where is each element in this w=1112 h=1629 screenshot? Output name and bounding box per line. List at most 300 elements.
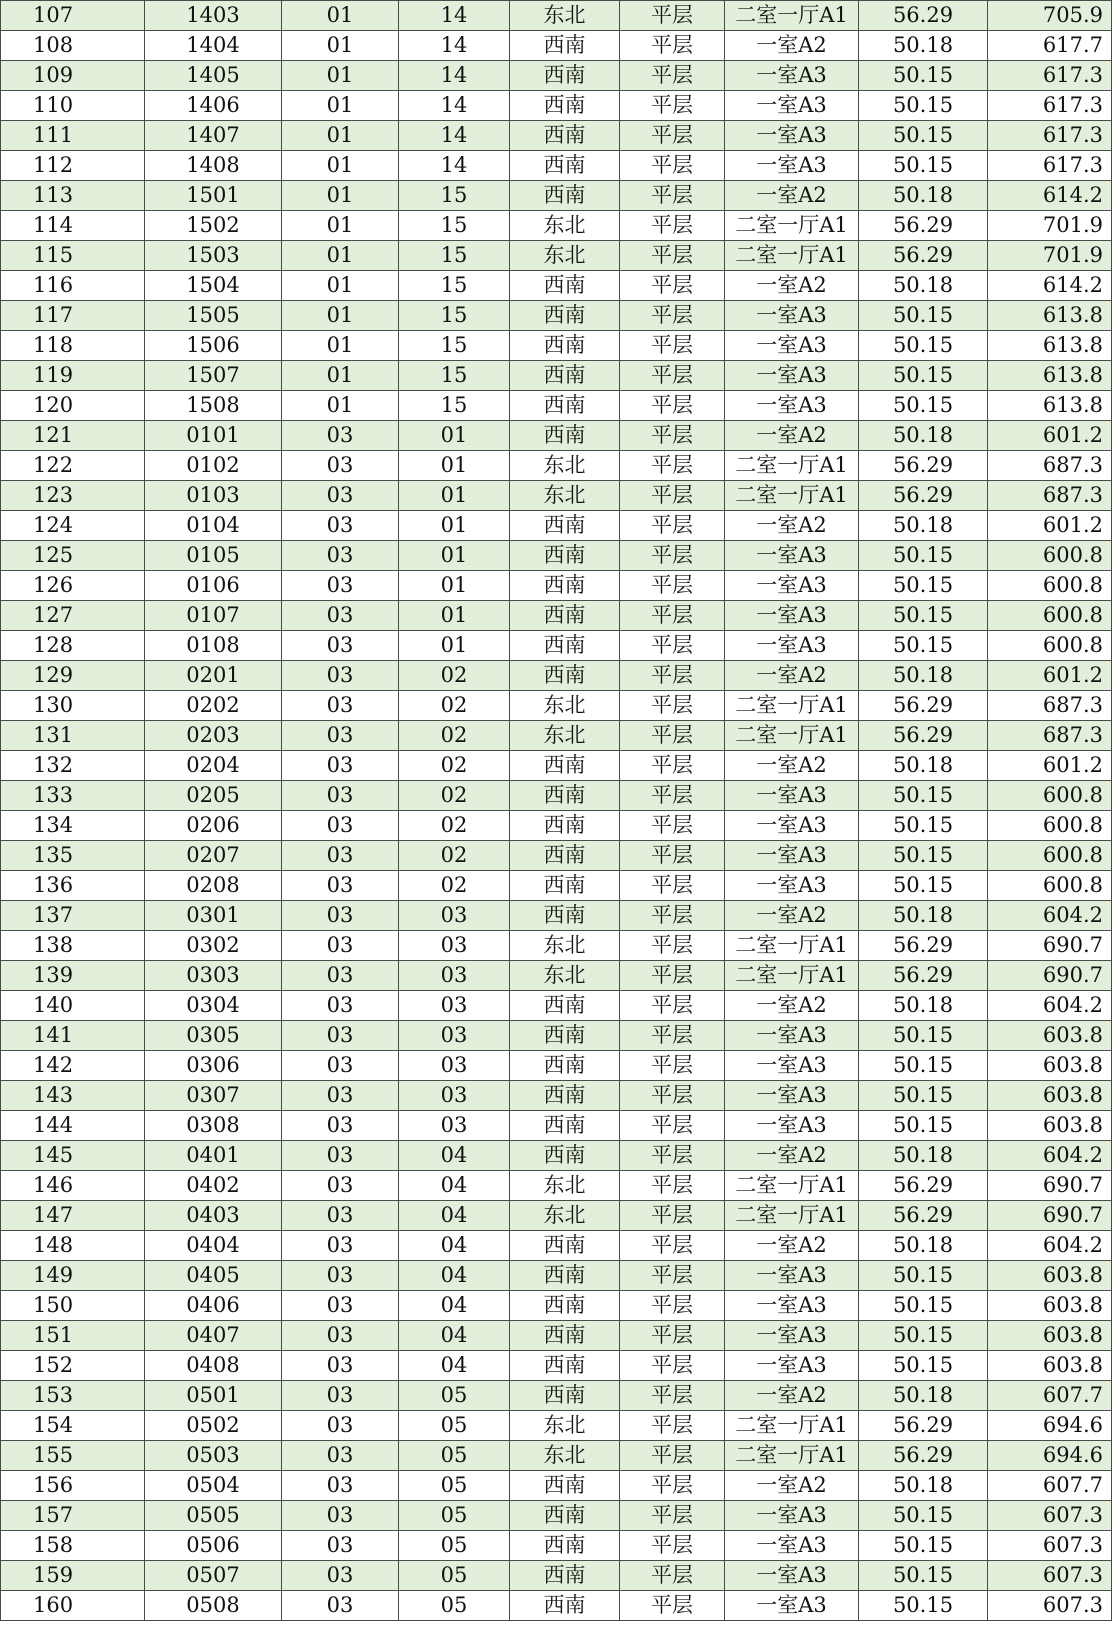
room-type-cell: 二室一厅A1 <box>725 721 859 751</box>
orientation-cell: 东北 <box>510 961 620 991</box>
area-cell: 56.29 <box>859 451 988 481</box>
table-row <box>1 901 1112 931</box>
area-cell: 50.15 <box>859 1021 988 1051</box>
seq-cell: 119 <box>1 361 145 391</box>
orientation-cell: 西南 <box>510 1081 620 1111</box>
room-cell: 0408 <box>145 1351 282 1381</box>
orientation-cell: 西南 <box>510 901 620 931</box>
orientation-cell: 西南 <box>510 541 620 571</box>
table-row <box>1 1351 1112 1381</box>
seq-cell: 139 <box>1 961 145 991</box>
unit-cell: 03 <box>282 1591 399 1621</box>
floor-cell: 05 <box>399 1441 510 1471</box>
area-cell: 56.29 <box>859 1 988 31</box>
room-cell: 0305 <box>145 1021 282 1051</box>
orientation-cell: 东北 <box>510 691 620 721</box>
room-cell: 0307 <box>145 1081 282 1111</box>
room-type-cell: 二室一厅A1 <box>725 1201 859 1231</box>
area-cell: 50.15 <box>859 1321 988 1351</box>
floor-cell: 03 <box>399 1051 510 1081</box>
table-row <box>1 1381 1112 1411</box>
layout-type-cell: 平层 <box>620 961 725 991</box>
seq-cell: 147 <box>1 1201 145 1231</box>
layout-type-cell: 平层 <box>620 871 725 901</box>
table-row <box>1 1 1112 31</box>
floor-cell: 03 <box>399 931 510 961</box>
layout-type-cell: 平层 <box>620 331 725 361</box>
room-type-cell: 一室A2 <box>725 751 859 781</box>
area-cell: 50.18 <box>859 901 988 931</box>
room-cell: 1405 <box>145 61 282 91</box>
layout-type-cell: 平层 <box>620 481 725 511</box>
seq-cell: 118 <box>1 331 145 361</box>
area-cell: 50.18 <box>859 181 988 211</box>
floor-cell: 05 <box>399 1561 510 1591</box>
orientation-cell: 西南 <box>510 511 620 541</box>
room-type-cell: 二室一厅A1 <box>725 481 859 511</box>
price-cell: 600.8 <box>988 841 1112 871</box>
layout-type-cell: 平层 <box>620 1081 725 1111</box>
floor-cell: 02 <box>399 721 510 751</box>
orientation-cell: 西南 <box>510 1141 620 1171</box>
price-cell: 600.8 <box>988 871 1112 901</box>
orientation-cell: 西南 <box>510 1561 620 1591</box>
table-row <box>1 1111 1112 1141</box>
price-cell: 603.8 <box>988 1021 1112 1051</box>
table-row <box>1 121 1112 151</box>
area-cell: 50.15 <box>859 571 988 601</box>
table-row <box>1 1261 1112 1291</box>
layout-type-cell: 平层 <box>620 151 725 181</box>
floor-cell: 04 <box>399 1261 510 1291</box>
unit-cell: 03 <box>282 1201 399 1231</box>
unit-cell: 01 <box>282 391 399 421</box>
floor-cell: 05 <box>399 1531 510 1561</box>
floor-cell: 04 <box>399 1351 510 1381</box>
area-cell: 50.15 <box>859 1051 988 1081</box>
orientation-cell: 东北 <box>510 211 620 241</box>
price-cell: 604.2 <box>988 1141 1112 1171</box>
layout-type-cell: 平层 <box>620 1441 725 1471</box>
seq-cell: 111 <box>1 121 145 151</box>
floor-cell: 05 <box>399 1591 510 1621</box>
orientation-cell: 西南 <box>510 751 620 781</box>
unit-cell: 03 <box>282 451 399 481</box>
unit-cell: 03 <box>282 1321 399 1351</box>
seq-cell: 129 <box>1 661 145 691</box>
orientation-cell: 西南 <box>510 1021 620 1051</box>
price-cell: 600.8 <box>988 631 1112 661</box>
layout-type-cell: 平层 <box>620 121 725 151</box>
price-cell: 607.7 <box>988 1381 1112 1411</box>
room-type-cell: 一室A3 <box>725 1021 859 1051</box>
price-cell: 604.2 <box>988 1231 1112 1261</box>
seq-cell: 135 <box>1 841 145 871</box>
seq-cell: 109 <box>1 61 145 91</box>
floor-cell: 15 <box>399 211 510 241</box>
floor-cell: 03 <box>399 901 510 931</box>
room-type-cell: 二室一厅A1 <box>725 691 859 721</box>
room-cell: 0503 <box>145 1441 282 1471</box>
table-row <box>1 931 1112 961</box>
layout-type-cell: 平层 <box>620 1411 725 1441</box>
seq-cell: 157 <box>1 1501 145 1531</box>
room-type-cell: 一室A3 <box>725 301 859 331</box>
unit-cell: 03 <box>282 1231 399 1261</box>
unit-cell: 03 <box>282 1111 399 1141</box>
area-cell: 50.15 <box>859 391 988 421</box>
room-type-cell: 一室A2 <box>725 661 859 691</box>
seq-cell: 107 <box>1 1 145 31</box>
room-cell: 0403 <box>145 1201 282 1231</box>
unit-cell: 03 <box>282 931 399 961</box>
floor-cell: 04 <box>399 1201 510 1231</box>
price-cell: 603.8 <box>988 1111 1112 1141</box>
seq-cell: 159 <box>1 1561 145 1591</box>
price-cell: 603.8 <box>988 1261 1112 1291</box>
unit-cell: 03 <box>282 961 399 991</box>
orientation-cell: 西南 <box>510 301 620 331</box>
room-type-cell: 一室A2 <box>725 181 859 211</box>
orientation-cell: 东北 <box>510 1171 620 1201</box>
room-type-cell: 一室A3 <box>725 1501 859 1531</box>
seq-cell: 116 <box>1 271 145 301</box>
area-cell: 50.15 <box>859 841 988 871</box>
layout-type-cell: 平层 <box>620 301 725 331</box>
table-row <box>1 541 1112 571</box>
room-cell: 0308 <box>145 1111 282 1141</box>
table-row <box>1 211 1112 241</box>
room-type-cell: 一室A2 <box>725 421 859 451</box>
table-row <box>1 661 1112 691</box>
table-row <box>1 361 1112 391</box>
seq-cell: 123 <box>1 481 145 511</box>
seq-cell: 115 <box>1 241 145 271</box>
floor-cell: 05 <box>399 1471 510 1501</box>
unit-cell: 03 <box>282 541 399 571</box>
orientation-cell: 西南 <box>510 1381 620 1411</box>
price-cell: 690.7 <box>988 1171 1112 1201</box>
orientation-cell: 西南 <box>510 1591 620 1621</box>
orientation-cell: 西南 <box>510 1531 620 1561</box>
orientation-cell: 东北 <box>510 241 620 271</box>
orientation-cell: 西南 <box>510 151 620 181</box>
table-row <box>1 151 1112 181</box>
room-type-cell: 一室A2 <box>725 1141 859 1171</box>
seq-cell: 110 <box>1 91 145 121</box>
room-cell: 0306 <box>145 1051 282 1081</box>
price-cell: 687.3 <box>988 451 1112 481</box>
layout-type-cell: 平层 <box>620 1291 725 1321</box>
price-cell: 601.2 <box>988 421 1112 451</box>
room-cell: 0302 <box>145 931 282 961</box>
unit-cell: 03 <box>282 1411 399 1441</box>
price-cell: 603.8 <box>988 1351 1112 1381</box>
area-cell: 50.18 <box>859 1471 988 1501</box>
unit-cell: 01 <box>282 211 399 241</box>
floor-cell: 01 <box>399 631 510 661</box>
table-row <box>1 691 1112 721</box>
area-cell: 50.15 <box>859 301 988 331</box>
price-cell: 604.2 <box>988 901 1112 931</box>
unit-cell: 01 <box>282 91 399 121</box>
floor-cell: 04 <box>399 1141 510 1171</box>
price-cell: 617.3 <box>988 121 1112 151</box>
layout-type-cell: 平层 <box>620 691 725 721</box>
room-cell: 1504 <box>145 271 282 301</box>
floor-cell: 02 <box>399 751 510 781</box>
floor-cell: 15 <box>399 241 510 271</box>
room-type-cell: 一室A2 <box>725 1471 859 1501</box>
seq-cell: 112 <box>1 151 145 181</box>
unit-cell: 01 <box>282 1 399 31</box>
room-type-cell: 一室A2 <box>725 1231 859 1261</box>
room-cell: 0201 <box>145 661 282 691</box>
area-cell: 56.29 <box>859 211 988 241</box>
unit-cell: 01 <box>282 121 399 151</box>
floor-cell: 01 <box>399 481 510 511</box>
floor-cell: 15 <box>399 271 510 301</box>
layout-type-cell: 平层 <box>620 1021 725 1051</box>
seq-cell: 108 <box>1 31 145 61</box>
seq-cell: 128 <box>1 631 145 661</box>
seq-cell: 160 <box>1 1591 145 1621</box>
price-cell: 687.3 <box>988 691 1112 721</box>
table-row <box>1 1291 1112 1321</box>
seq-cell: 155 <box>1 1441 145 1471</box>
floor-cell: 05 <box>399 1501 510 1531</box>
table-row <box>1 451 1112 481</box>
room-type-cell: 一室A3 <box>725 1351 859 1381</box>
seq-cell: 126 <box>1 571 145 601</box>
price-cell: 600.8 <box>988 541 1112 571</box>
room-cell: 0505 <box>145 1501 282 1531</box>
layout-type-cell: 平层 <box>620 1381 725 1411</box>
room-type-cell: 一室A3 <box>725 1081 859 1111</box>
unit-cell: 03 <box>282 1501 399 1531</box>
room-cell: 0106 <box>145 571 282 601</box>
room-cell: 0102 <box>145 451 282 481</box>
price-cell: 701.9 <box>988 241 1112 271</box>
price-cell: 690.7 <box>988 961 1112 991</box>
layout-type-cell: 平层 <box>620 601 725 631</box>
room-type-cell: 二室一厅A1 <box>725 1441 859 1471</box>
table-row <box>1 1471 1112 1501</box>
area-cell: 50.15 <box>859 331 988 361</box>
table-row <box>1 1561 1112 1591</box>
area-cell: 56.29 <box>859 241 988 271</box>
area-cell: 56.29 <box>859 481 988 511</box>
area-cell: 50.15 <box>859 61 988 91</box>
floor-cell: 03 <box>399 1111 510 1141</box>
table-row <box>1 1201 1112 1231</box>
room-type-cell: 二室一厅A1 <box>725 931 859 961</box>
room-cell: 1408 <box>145 151 282 181</box>
table-row <box>1 1051 1112 1081</box>
orientation-cell: 西南 <box>510 781 620 811</box>
orientation-cell: 西南 <box>510 1051 620 1081</box>
area-cell: 56.29 <box>859 961 988 991</box>
unit-cell: 03 <box>282 1351 399 1381</box>
seq-cell: 158 <box>1 1531 145 1561</box>
room-type-cell: 一室A2 <box>725 271 859 301</box>
area-cell: 50.18 <box>859 511 988 541</box>
seq-cell: 133 <box>1 781 145 811</box>
orientation-cell: 东北 <box>510 1201 620 1231</box>
orientation-cell: 西南 <box>510 1231 620 1261</box>
price-cell: 601.2 <box>988 751 1112 781</box>
table-row <box>1 301 1112 331</box>
seq-cell: 142 <box>1 1051 145 1081</box>
room-cell: 1503 <box>145 241 282 271</box>
room-type-cell: 一室A3 <box>725 781 859 811</box>
unit-cell: 01 <box>282 241 399 271</box>
seq-cell: 144 <box>1 1111 145 1141</box>
seq-cell: 130 <box>1 691 145 721</box>
unit-cell: 03 <box>282 631 399 661</box>
layout-type-cell: 平层 <box>620 421 725 451</box>
floor-cell: 02 <box>399 691 510 721</box>
table-row <box>1 961 1112 991</box>
orientation-cell: 西南 <box>510 271 620 301</box>
room-type-cell: 二室一厅A1 <box>725 451 859 481</box>
orientation-cell: 西南 <box>510 661 620 691</box>
room-cell: 0404 <box>145 1231 282 1261</box>
table-row <box>1 1531 1112 1561</box>
unit-cell: 01 <box>282 301 399 331</box>
layout-type-cell: 平层 <box>620 1201 725 1231</box>
seq-cell: 132 <box>1 751 145 781</box>
room-cell: 0208 <box>145 871 282 901</box>
unit-cell: 03 <box>282 601 399 631</box>
layout-type-cell: 平层 <box>620 901 725 931</box>
room-cell: 0506 <box>145 1531 282 1561</box>
room-cell: 0204 <box>145 751 282 781</box>
price-cell: 600.8 <box>988 781 1112 811</box>
seq-cell: 146 <box>1 1171 145 1201</box>
room-cell: 0507 <box>145 1561 282 1591</box>
area-cell: 50.15 <box>859 811 988 841</box>
room-cell: 0101 <box>145 421 282 451</box>
area-cell: 50.18 <box>859 421 988 451</box>
price-cell: 603.8 <box>988 1081 1112 1111</box>
seq-cell: 134 <box>1 811 145 841</box>
layout-type-cell: 平层 <box>620 1261 725 1291</box>
room-type-cell: 一室A3 <box>725 1111 859 1141</box>
orientation-cell: 东北 <box>510 481 620 511</box>
price-cell: 690.7 <box>988 1201 1112 1231</box>
table-row <box>1 271 1112 301</box>
area-cell: 56.29 <box>859 1171 988 1201</box>
floor-cell: 02 <box>399 841 510 871</box>
seq-cell: 156 <box>1 1471 145 1501</box>
area-cell: 50.15 <box>859 1261 988 1291</box>
room-cell: 0304 <box>145 991 282 1021</box>
floor-cell: 03 <box>399 1021 510 1051</box>
table-row <box>1 871 1112 901</box>
orientation-cell: 东北 <box>510 1441 620 1471</box>
room-cell: 1505 <box>145 301 282 331</box>
table-row <box>1 1171 1112 1201</box>
orientation-cell: 西南 <box>510 1351 620 1381</box>
area-cell: 50.18 <box>859 1231 988 1261</box>
unit-cell: 03 <box>282 1051 399 1081</box>
table-row <box>1 721 1112 751</box>
unit-cell: 03 <box>282 991 399 1021</box>
room-type-cell: 一室A3 <box>725 601 859 631</box>
seq-cell: 149 <box>1 1261 145 1291</box>
room-type-cell: 一室A3 <box>725 391 859 421</box>
layout-type-cell: 平层 <box>620 931 725 961</box>
orientation-cell: 西南 <box>510 1261 620 1291</box>
seq-cell: 122 <box>1 451 145 481</box>
layout-type-cell: 平层 <box>620 181 725 211</box>
layout-type-cell: 平层 <box>620 31 725 61</box>
floor-cell: 04 <box>399 1321 510 1351</box>
table-row <box>1 1591 1112 1621</box>
room-cell: 0108 <box>145 631 282 661</box>
unit-cell: 03 <box>282 811 399 841</box>
layout-type-cell: 平层 <box>620 571 725 601</box>
unit-cell: 01 <box>282 331 399 361</box>
layout-type-cell: 平层 <box>620 781 725 811</box>
unit-cell: 03 <box>282 721 399 751</box>
layout-type-cell: 平层 <box>620 511 725 541</box>
room-type-cell: 一室A3 <box>725 631 859 661</box>
room-cell: 0103 <box>145 481 282 511</box>
seq-cell: 127 <box>1 601 145 631</box>
orientation-cell: 西南 <box>510 361 620 391</box>
layout-type-cell: 平层 <box>620 451 725 481</box>
layout-type-cell: 平层 <box>620 1561 725 1591</box>
floor-cell: 02 <box>399 661 510 691</box>
floor-cell: 04 <box>399 1231 510 1261</box>
price-cell: 600.8 <box>988 811 1112 841</box>
layout-type-cell: 平层 <box>620 61 725 91</box>
unit-cell: 03 <box>282 511 399 541</box>
layout-type-cell: 平层 <box>620 271 725 301</box>
unit-cell: 03 <box>282 571 399 601</box>
price-cell: 600.8 <box>988 601 1112 631</box>
room-type-cell: 二室一厅A1 <box>725 211 859 241</box>
table-row <box>1 1141 1112 1171</box>
unit-cell: 03 <box>282 1531 399 1561</box>
room-type-cell: 二室一厅A1 <box>725 1171 859 1201</box>
area-cell: 50.15 <box>859 1351 988 1381</box>
price-cell: 690.7 <box>988 931 1112 961</box>
room-cell: 0205 <box>145 781 282 811</box>
area-cell: 56.29 <box>859 931 988 961</box>
room-type-cell: 二室一厅A1 <box>725 1 859 31</box>
floor-cell: 01 <box>399 421 510 451</box>
floor-cell: 01 <box>399 511 510 541</box>
orientation-cell: 西南 <box>510 991 620 1021</box>
orientation-cell: 西南 <box>510 571 620 601</box>
layout-type-cell: 平层 <box>620 241 725 271</box>
orientation-cell: 西南 <box>510 91 620 121</box>
floor-cell: 14 <box>399 1 510 31</box>
unit-cell: 03 <box>282 1141 399 1171</box>
floor-cell: 15 <box>399 361 510 391</box>
room-cell: 1508 <box>145 391 282 421</box>
orientation-cell: 西南 <box>510 1501 620 1531</box>
room-type-cell: 一室A3 <box>725 1291 859 1321</box>
floor-cell: 02 <box>399 781 510 811</box>
table-row <box>1 1021 1112 1051</box>
room-type-cell: 一室A2 <box>725 31 859 61</box>
room-type-cell: 一室A3 <box>725 1261 859 1291</box>
room-cell: 0105 <box>145 541 282 571</box>
